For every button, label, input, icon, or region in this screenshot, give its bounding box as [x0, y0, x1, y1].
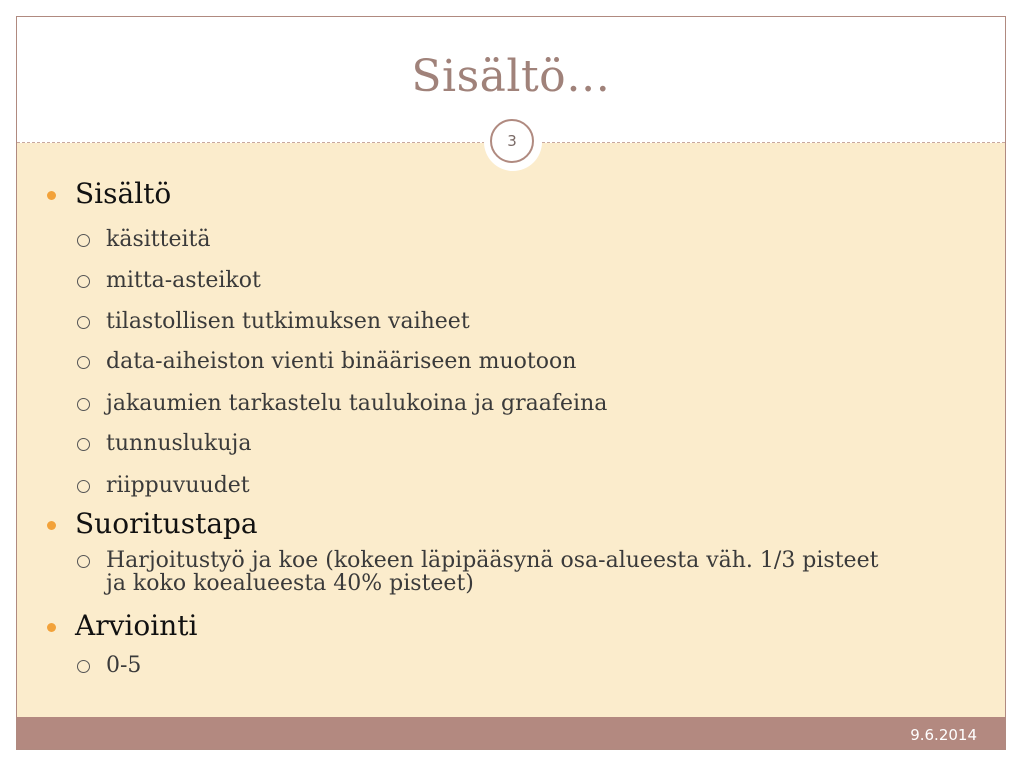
list-item: jakaumien tarkastelu taulukoina ja graafeina: [106, 391, 608, 416]
sub-bullet-circle-icon: [77, 480, 90, 493]
bullet-dot-icon: [47, 191, 56, 200]
section-heading: Arviointi: [75, 609, 198, 642]
list-item: käsitteitä: [106, 227, 211, 252]
sub-bullet-circle-icon: [77, 398, 90, 411]
list-item: riippuvuudet: [106, 473, 250, 498]
sub-bullet-circle-icon: [77, 438, 90, 451]
page-number-badge: 3: [490, 119, 534, 163]
list-item: tilastollisen tutkimuksen vaiheet: [106, 309, 470, 334]
slide: [16, 16, 1006, 750]
slide-title: Sisältö…: [411, 51, 611, 102]
sub-bullet-circle-icon: [77, 275, 90, 288]
list-item-line: ja koko koealueesta 40% pisteet): [106, 571, 474, 596]
list-item: data-aiheiston vienti binääriseen muotoon: [106, 349, 577, 374]
footer-bar: [17, 717, 1005, 750]
sub-bullet-circle-icon: [77, 555, 90, 568]
section-heading: Sisältö: [75, 177, 172, 210]
bullet-dot-icon: [47, 623, 56, 632]
sub-bullet-circle-icon: [77, 356, 90, 369]
bullet-dot-icon: [47, 521, 56, 530]
sub-bullet-circle-icon: [77, 316, 90, 329]
footer-date: 9.6.2014: [910, 726, 977, 744]
sub-bullet-circle-icon: [77, 660, 90, 673]
list-item: tunnuslukuja: [106, 431, 252, 456]
list-item: mitta-asteikot: [106, 268, 261, 293]
list-item: 0-5: [106, 653, 142, 678]
sub-bullet-circle-icon: [77, 234, 90, 247]
section-heading: Suoritustapa: [75, 507, 258, 540]
list-item-line: Harjoitustyö ja koe (kokeen läpipääsynä osa-alueesta väh. 1/3 pisteet: [106, 548, 879, 573]
